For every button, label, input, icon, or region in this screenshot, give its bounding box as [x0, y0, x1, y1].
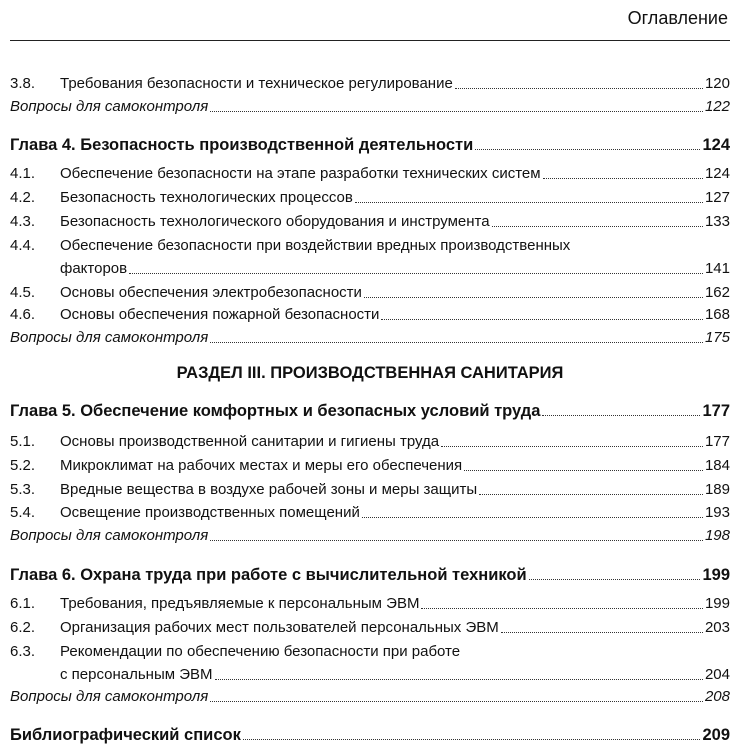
toc-entry-5-2[interactable] [10, 456, 730, 476]
entry-page: 177 [704, 433, 730, 450]
entry-number: 4.1. [10, 165, 36, 182]
entry-title: Вредные вещества в воздухе рабочей зоны и меры защиты [60, 481, 478, 498]
dot-leader [210, 701, 703, 702]
dot-leader [210, 342, 703, 343]
entry-number: 5.4. [10, 504, 36, 521]
toc-entry-questions-3[interactable] [10, 97, 730, 117]
entry-title: Вопросы для самоконтроля [10, 98, 209, 115]
chapter-page: 124 [702, 136, 730, 154]
toc-entry-3-8[interactable] [10, 74, 730, 94]
entry-page: 122 [704, 98, 730, 115]
toc-chapter-5[interactable] [10, 401, 730, 421]
dot-leader [210, 111, 703, 112]
dot-leader [215, 679, 703, 680]
entry-number: 6.1. [10, 595, 36, 612]
toc-entry-5-1[interactable] [10, 432, 730, 452]
entry-page: 162 [704, 284, 730, 301]
entry-page: 124 [704, 165, 730, 182]
entry-title: Организация рабочих мест пользователей персональных ЭВМ [60, 619, 499, 636]
entry-title-line2: с персональным ЭВМ [60, 666, 213, 683]
entry-number: 6.3. [10, 643, 36, 660]
toc-entry-4-4-cont[interactable] [60, 259, 730, 279]
entry-page: 184 [704, 457, 730, 474]
entry-title: Основы производственной санитарии и гигиены труда [60, 433, 440, 450]
toc-entry-6-3-cont[interactable] [60, 665, 730, 685]
entry-title-line1: Рекомендации по обеспечению безопасности при работе [60, 643, 461, 660]
dot-leader [421, 608, 703, 609]
chapter-title: Глава 6. Охрана труда при работе с вычислительной техникой [10, 566, 527, 584]
entry-page: 168 [704, 306, 730, 323]
chapter-page: 199 [702, 566, 730, 584]
entry-page: 208 [704, 688, 730, 705]
dot-leader [455, 88, 703, 89]
toc-entry-questions-6[interactable] [10, 687, 730, 707]
entry-title: Обеспечение безопасности на этапе разработки технических систем [60, 165, 541, 182]
toc-entry-4-2[interactable] [10, 188, 730, 208]
toc-entry-4-4[interactable] [10, 236, 730, 256]
entry-page: 189 [704, 481, 730, 498]
dot-leader [529, 579, 701, 580]
entry-page: 199 [704, 595, 730, 612]
entry-number: 4.3. [10, 213, 36, 230]
toc-entry-4-1[interactable] [10, 164, 730, 184]
entry-page: 198 [704, 527, 730, 544]
dot-leader [362, 517, 703, 518]
toc-entry-6-3[interactable] [10, 642, 730, 662]
entry-title-line2: факторов [60, 260, 128, 277]
running-header [10, 0, 730, 41]
toc-bibliography[interactable] [10, 725, 730, 745]
toc-chapter-4[interactable] [10, 135, 730, 155]
dot-leader [129, 273, 703, 274]
toc-entry-5-3[interactable] [10, 480, 730, 500]
entry-page: 127 [704, 189, 730, 206]
entry-number: 4.2. [10, 189, 36, 206]
entry-number: 5.1. [10, 433, 36, 450]
entry-page: 133 [704, 213, 730, 230]
dot-leader [210, 540, 703, 541]
dot-leader [464, 470, 703, 471]
toc-entry-6-1[interactable] [10, 594, 730, 614]
entry-page: 120 [704, 75, 730, 92]
toc-entry-4-5[interactable] [10, 283, 730, 303]
entry-title: Вопросы для самоконтроля [10, 527, 209, 544]
dot-leader [441, 446, 703, 447]
entry-title: Вопросы для самоконтроля [10, 329, 209, 346]
entry-number: 4.4. [10, 237, 36, 254]
entry-title-line1: Обеспечение безопасности при воздействии вредных производственных [60, 237, 571, 254]
entry-number: 4.5. [10, 284, 36, 301]
dot-leader [381, 319, 703, 320]
entry-title: Основы обеспечения пожарной безопасности [60, 306, 380, 323]
dot-leader [542, 415, 700, 416]
dot-leader [475, 149, 700, 150]
entry-number: 5.3. [10, 481, 36, 498]
entry-title: Микроклимат на рабочих местах и меры его обеспечения [60, 457, 463, 474]
dot-leader [364, 297, 703, 298]
toc-entry-4-6[interactable] [10, 305, 730, 325]
dot-leader [501, 632, 703, 633]
toc-entry-questions-4[interactable] [10, 328, 730, 348]
entry-number: 6.2. [10, 619, 36, 636]
dot-leader [355, 202, 703, 203]
dot-leader [543, 178, 703, 179]
entry-title: Освещение производственных помещений [60, 504, 360, 521]
entry-number: 5.2. [10, 457, 36, 474]
entry-page: 175 [704, 329, 730, 346]
entry-number: 4.6. [10, 306, 36, 323]
toc-entry-4-3[interactable] [10, 212, 730, 232]
entry-title: Требования, предъявляемые к персональным ЭВМ [60, 595, 420, 612]
entry-page: 203 [704, 619, 730, 636]
entry-page: 193 [704, 504, 730, 521]
entry-title: Безопасность технологического оборудования и инструмента [60, 213, 490, 230]
toc-chapter-6[interactable] [10, 565, 730, 585]
dot-leader [243, 739, 701, 740]
header-title: Оглавление [627, 8, 728, 28]
entry-page: 141 [704, 260, 730, 277]
entry-title: Основы обеспечения электробезопасности [60, 284, 362, 301]
toc-entry-6-2[interactable] [10, 618, 730, 638]
entry-page: 204 [704, 666, 730, 683]
chapter-title: Глава 4. Безопасность производственной деятельности [10, 136, 474, 154]
chapter-title: Глава 5. Обеспечение комфортных и безопасных условий труда [10, 402, 541, 420]
chapter-title: Библиографический список [10, 726, 241, 744]
chapter-page: 177 [702, 402, 730, 420]
chapter-page: 209 [702, 726, 730, 744]
dot-leader [492, 226, 703, 227]
entry-number: 3.8. [10, 75, 36, 92]
entry-title: Вопросы для самоконтроля [10, 688, 209, 705]
toc-entry-questions-5[interactable] [10, 526, 730, 546]
entry-title: Безопасность технологических процессов [60, 189, 353, 206]
entry-title: Требования безопасности и техническое регулирование [60, 75, 453, 92]
section-heading[interactable]: РАЗДЕЛ III. ПРОИЗВОДСТВЕННАЯ САНИТАРИЯ [176, 364, 564, 382]
dot-leader [479, 494, 703, 495]
toc-entry-5-4[interactable] [10, 503, 730, 523]
